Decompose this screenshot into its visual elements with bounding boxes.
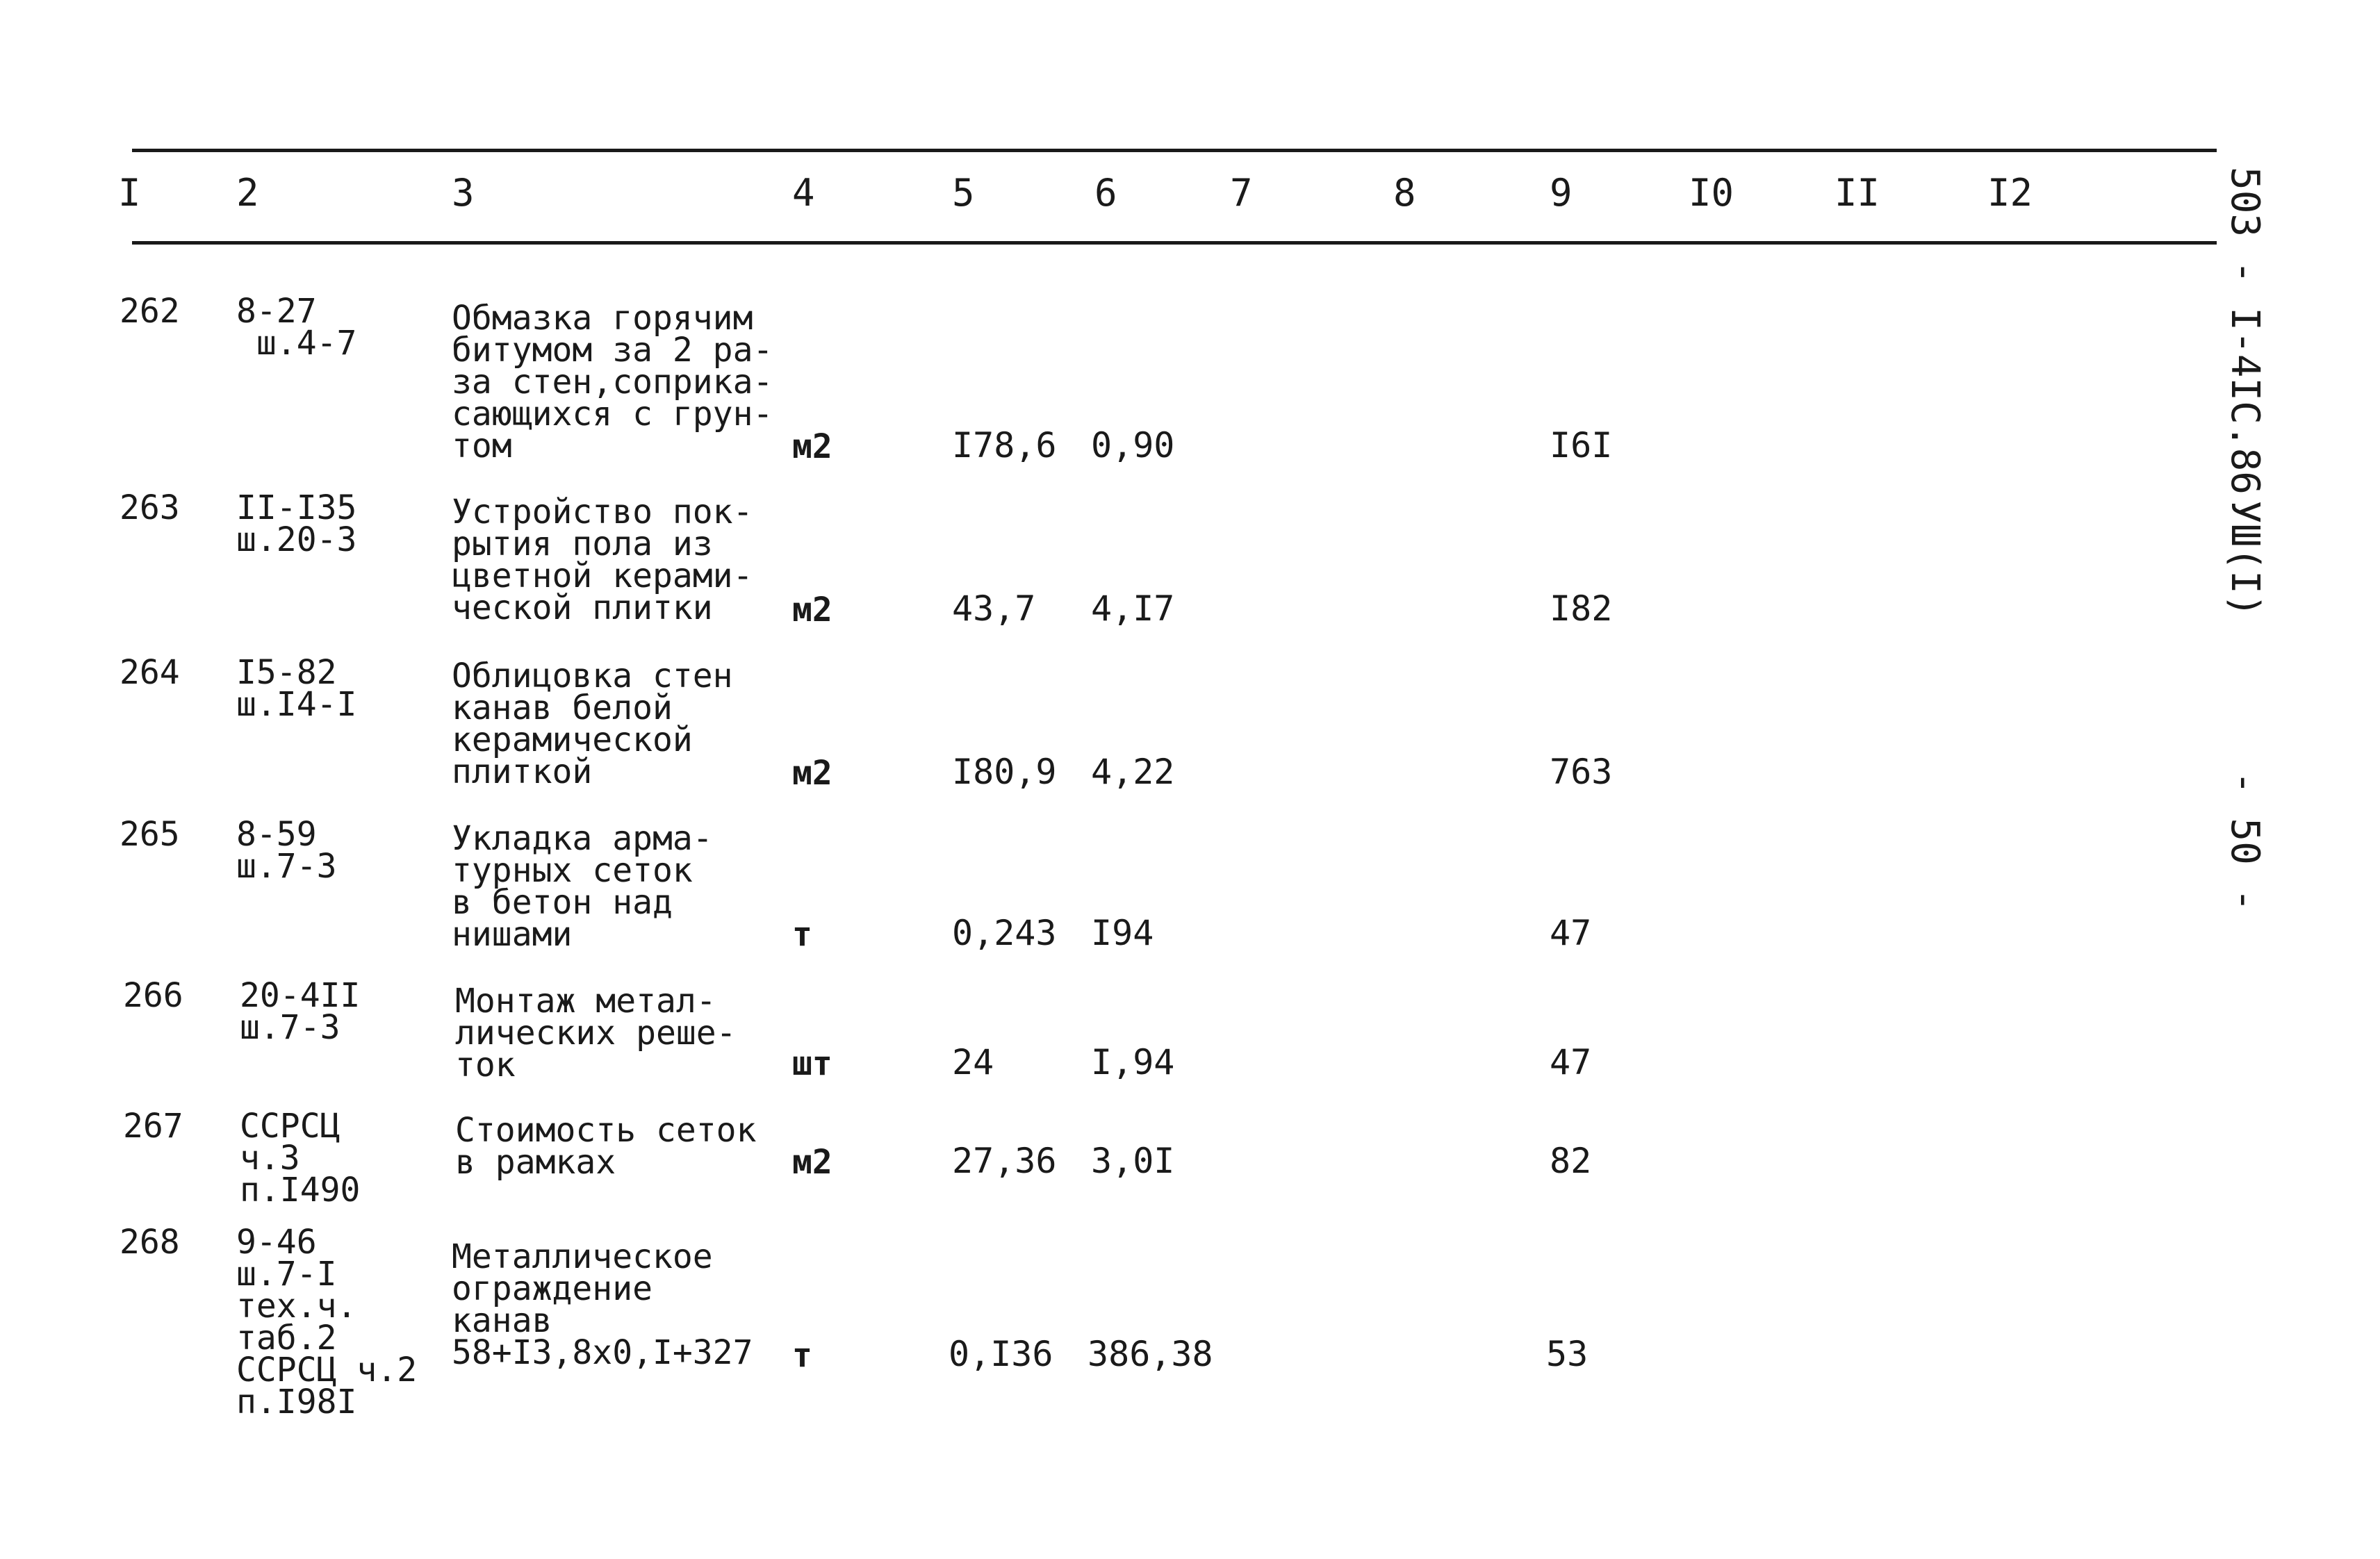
total-cost: 47 — [1550, 1042, 1592, 1082]
unit-price: 0,90 — [1091, 425, 1175, 465]
column-header-1: I — [118, 171, 141, 215]
work-description: Облицовка стен канав белой керамической плиткой — [452, 657, 733, 791]
unit-price: 386,38 — [1088, 1334, 1213, 1374]
unit: т — [792, 915, 812, 954]
unit: м2 — [792, 754, 832, 793]
work-description: Обмазка горячим битумом за 2 ра- за стен,соприка- сающихся с грун- том — [452, 299, 773, 465]
quantity: 24 — [952, 1042, 994, 1082]
unit-price: I94 — [1091, 913, 1154, 953]
column-header-3: 3 — [452, 171, 475, 215]
unit-price: I,94 — [1091, 1042, 1175, 1082]
quantity: I80,9 — [952, 752, 1057, 792]
total-cost: 82 — [1550, 1141, 1592, 1181]
unit-price: 3,0I — [1091, 1141, 1175, 1181]
unit: м2 — [792, 1143, 832, 1182]
quantity: I78,6 — [952, 425, 1057, 465]
total-cost: 763 — [1550, 752, 1613, 792]
side-margin — [2220, 167, 2304, 966]
column-header-6: 6 — [1094, 171, 1117, 215]
volume-label: УШ(I) — [2222, 500, 2267, 618]
norm-code: I5-82 ш.I4-I — [236, 653, 357, 724]
column-header-2: 2 — [236, 171, 259, 215]
row-number: 262 — [120, 292, 180, 331]
document-code: 503 - I-4IC.86 — [2222, 167, 2267, 495]
work-description: Устройство пок- рытия пола из цветной керами- ческой плитки — [452, 493, 753, 627]
total-cost: 47 — [1550, 913, 1592, 953]
unit: т — [792, 1336, 812, 1375]
row-number: 263 — [120, 488, 180, 527]
quantity: 0,243 — [952, 913, 1057, 953]
column-header-5: 5 — [952, 171, 975, 215]
row-number: 265 — [120, 815, 180, 854]
row-number: 267 — [123, 1107, 183, 1146]
unit: м2 — [792, 591, 832, 629]
work-description: Металлическое ограждение канав 58+I3,8x0,I+327 — [452, 1237, 753, 1372]
column-header-7: 7 — [1230, 171, 1253, 215]
norm-code: ССРСЦ ч.3 п.I490 — [240, 1107, 361, 1210]
quantity: 27,36 — [952, 1141, 1057, 1181]
row-number: 268 — [120, 1223, 180, 1262]
norm-code: II-I35 ш.20-3 — [236, 488, 357, 559]
quantity: 0,I36 — [949, 1334, 1053, 1374]
total-cost: I6I — [1550, 425, 1613, 465]
column-header-9: 9 — [1550, 171, 1573, 215]
column-header-8: 8 — [1393, 171, 1416, 215]
unit-price: 4,22 — [1091, 752, 1175, 792]
page-number: - 50 - — [2222, 771, 2267, 912]
unit: м2 — [792, 427, 832, 466]
column-header-10: I0 — [1689, 171, 1734, 215]
column-header-12: I2 — [1987, 171, 2033, 215]
unit-price: 4,I7 — [1091, 588, 1175, 629]
work-description: Укладка арма- турных сеток в бетон над нишами — [452, 819, 713, 954]
unit: шт — [792, 1044, 832, 1083]
quantity: 43,7 — [952, 588, 1036, 629]
total-cost: I82 — [1550, 588, 1613, 629]
column-header-11: II — [1835, 171, 1880, 215]
norm-code: 8-27 ш.4-7 — [236, 292, 357, 363]
column-header-4: 4 — [792, 171, 815, 215]
work-description: Стоимость сеток в рамках — [455, 1111, 757, 1182]
norm-code: 9-46 ш.7-I тех.ч. таб.2 ССРСЦ ч.2 п.I98I — [236, 1223, 418, 1421]
table-top-rule — [132, 149, 2217, 152]
total-cost: 53 — [1546, 1334, 1589, 1374]
table-header-rule — [132, 241, 2217, 245]
work-description: Монтаж метал- лических реше- ток — [455, 982, 737, 1084]
norm-code: 20-4II ш.7-3 — [240, 976, 361, 1047]
row-number: 264 — [120, 653, 180, 692]
row-number: 266 — [123, 976, 183, 1015]
norm-code: 8-59 ш.7-3 — [236, 815, 337, 886]
